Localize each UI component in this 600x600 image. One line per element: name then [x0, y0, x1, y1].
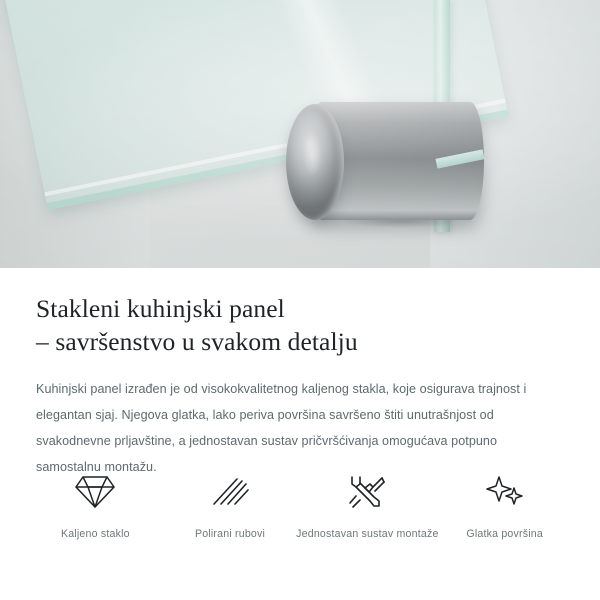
hero-vignette-overlay [0, 0, 600, 268]
feature-label: Glatka površina [466, 528, 543, 540]
feature-item-polished-edges [163, 470, 298, 540]
diamond-icon [74, 470, 116, 514]
page-title [36, 292, 564, 358]
polished-edges-icon [210, 470, 250, 514]
headline-line-1: Stakleni kuhinjski panel [36, 294, 285, 323]
feature-list [0, 470, 600, 540]
feature-label: Kaljeno staklo [60, 528, 130, 540]
feature-label: Polirani rubovi [194, 528, 266, 540]
hero-image [0, 0, 600, 268]
sparkle-icon [485, 470, 525, 514]
body-paragraph: Kuhinjski panel izrađen je od visokokvalitetnog kaljenog stakla, koje osigurava trajnost i elegantan sjaj. Njegova glatka, lako periva površina savršeno štiti unutrašnjost od svakodnevne prljavštine, a jednostavan sustav pričvršćivanja omogućava potpuno samostalnu montažu. [36, 382, 527, 474]
feature-item-easy-mounting [297, 470, 437, 540]
feature-item-smooth-surface [437, 470, 572, 540]
tools-icon [346, 470, 388, 514]
content-block [0, 268, 600, 480]
headline-line-2: – savršenstvo u svakom detalju [36, 327, 358, 356]
feature-label: Jednostavan sustav montaže [296, 528, 439, 540]
feature-item-tempered-glass [28, 470, 163, 540]
